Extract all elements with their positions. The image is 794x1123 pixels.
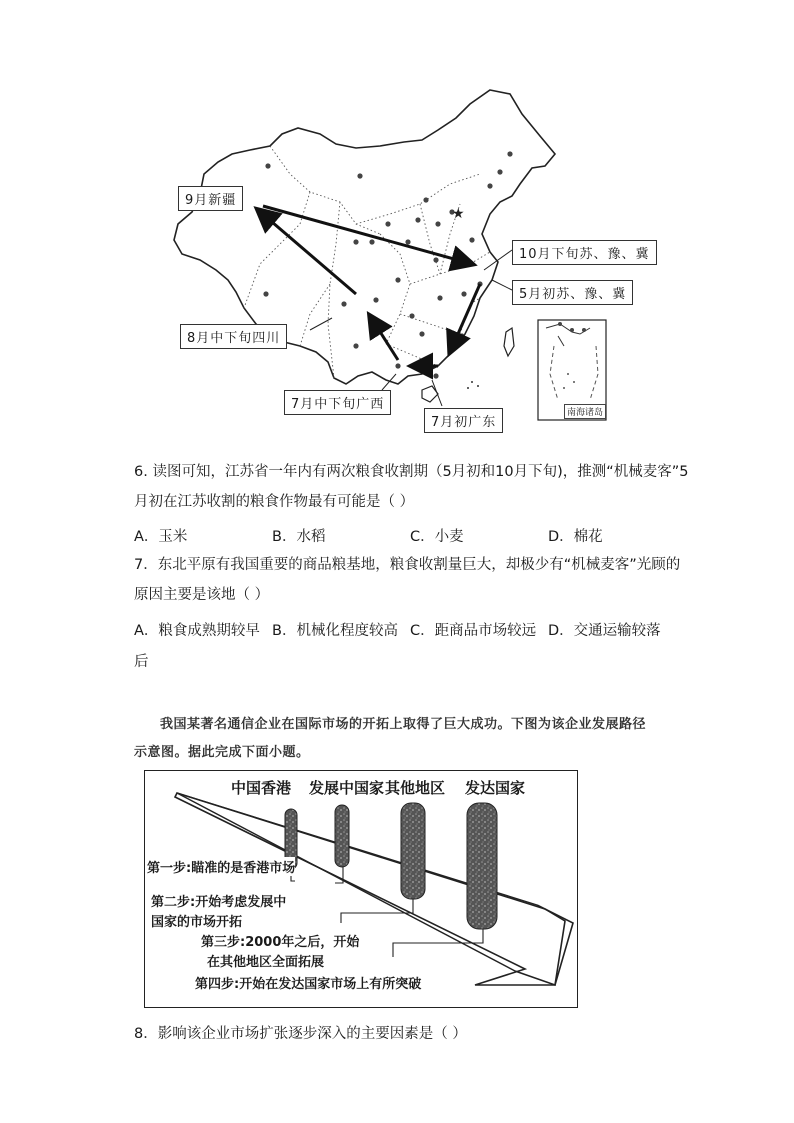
region-developing: 发展中国家 [309,779,385,797]
intro-line1: 我国某著名通信企业在国际市场的开拓上取得了巨大成功。下图为该企业发展路径 [160,717,647,732]
enterprise-path-diagram [144,770,578,1008]
q7-line2: 原因主要是该地（ ） [134,587,270,603]
path-diagram-graphic [145,771,577,1007]
svg-text:★: ★ [452,206,465,222]
step-2-line1: 第二步:开始考虑发展中 [151,891,286,910]
label-sichuan: 8月中下旬四川 [180,324,287,349]
q6-line1: 6. 读图可知，江苏省一年内有两次粮食收割期（5月初和10月下旬)，推测“机械麦客”5 [134,464,689,480]
label-xinjiang: 9月新疆 [178,186,243,211]
label-su-may: 5月初苏、豫、冀 [512,280,633,305]
step-3-line1: 第三步:2000年之后，开始 [201,931,359,950]
q8-line1: 8．影响该企业市场扩张逐步深入的主要因素是（ ） [134,1026,467,1042]
step-3-line2: 在其他地区全面拓展 [207,951,324,970]
q6-option-c[interactable]: C．小麦 [410,529,464,545]
region-developed: 发达国家 [465,779,526,797]
q7-option-b[interactable]: B．机械化程度较高 [272,623,398,639]
label-guangdong: 7月初广东 [424,408,503,433]
region-other: 其他地区 [385,779,446,797]
q6-option-a[interactable]: A．玉米 [134,529,188,545]
step-4: 第四步:开始在发达国家市场上有所突破 [195,973,421,992]
q7-option-c[interactable]: C．距商品市场较远 [410,623,537,639]
q7-option-a[interactable]: A．粮食成熟期较早 [134,623,260,639]
region-hongkong: 中国香港 [231,779,292,797]
china-harvest-map [160,84,650,434]
step-2-line2: 国家的市场开拓 [151,911,242,930]
label-guangxi: 7月中下旬广西 [284,390,391,415]
label-su-oct: 10月下旬苏、豫、冀 [512,240,657,265]
q6-line2: 月初在江苏收割的粮食作物最有可能是（ ） [134,494,415,510]
q6-option-d[interactable]: D．棉花 [548,529,603,545]
q7-option-d-overflow: 后 [134,654,149,670]
q7-line1: 7．东北平原有我国重要的商品粮基地，粮食收割量巨大，却极少有“机械麦客”光顾的 [134,557,681,573]
q7-option-d[interactable]: D．交通运输较落 [548,623,661,639]
step-1: 第一步:瞄准的是香港市场 [147,857,295,876]
inset-label-south-china-sea: 南海诸岛 [564,404,606,419]
intro-line2: 示意图。据此完成下面小题。 [134,745,310,760]
q6-option-b[interactable]: B．水稻 [272,529,326,545]
